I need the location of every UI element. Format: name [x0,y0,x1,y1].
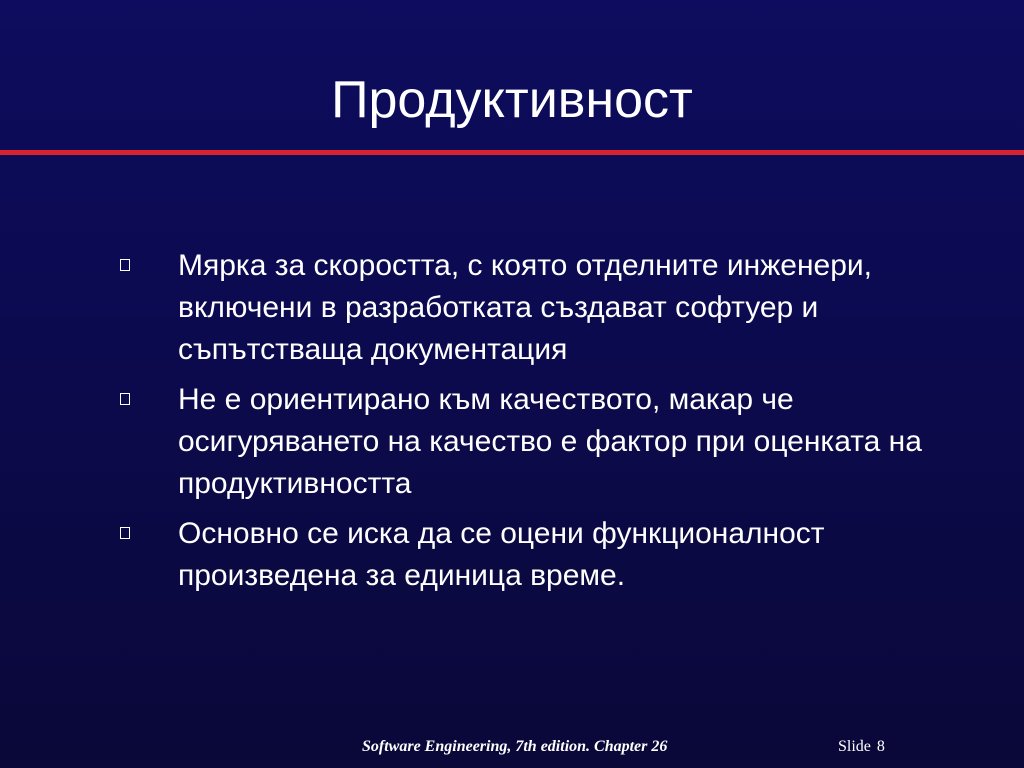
bullet-text: Мярка за скоростта, с която отделните инженери, включени в разработката създават софтуер и съпътстваща документация [178,249,872,366]
bullet-item [120,513,980,597]
square-bullet-icon [120,527,130,539]
bullet-item [120,245,980,371]
slide-number: 8 [876,738,885,755]
slide-label: Slide [838,738,871,755]
footer-slide-number [838,738,885,756]
slide-title: Продуктивност [331,71,693,129]
bullet-item [120,379,980,505]
footer-source: Software Engineering, 7th edition. Chapter 26 [362,738,668,755]
square-bullet-icon [120,259,130,271]
title-divider [0,150,1024,155]
bullet-text: Не е ориентирано към качеството, макар че осигуряването на качество е фактор при оценката на продуктивността [178,383,922,500]
square-bullet-icon [120,393,130,405]
bullet-list [120,245,980,605]
bullet-text: Основно се иска да се оцени функционалност произведена за единица време. [178,517,825,592]
